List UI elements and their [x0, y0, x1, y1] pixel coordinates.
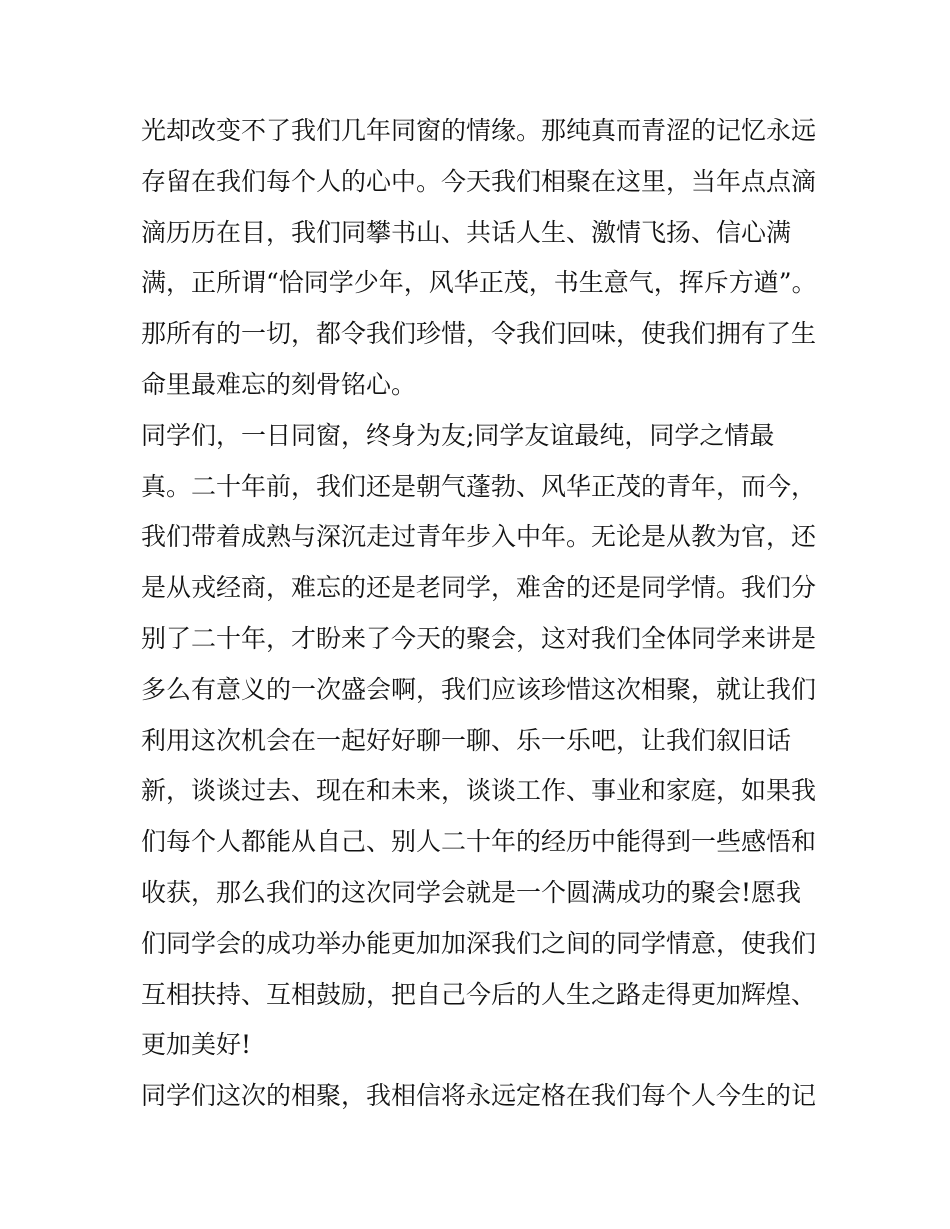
text-line: 们每个人都能从自己、别人二十年的经历中能得到一些感悟和 — [141, 827, 817, 857]
text-line: 别了二十年，才盼来了今天的聚会，这对我们全体同学来讲是 — [141, 623, 817, 653]
text-line: 收获，那么我们的这次同学会就是一个圆满成功的聚会!愿我 — [141, 877, 802, 907]
text-line: 互相扶持、互相鼓励，把自己今后的人生之路走得更加辉煌、 — [141, 979, 817, 1009]
text-line: 滴历历在目，我们同攀书山、共话人生、激情飞扬、信心满 — [141, 217, 792, 247]
text-line: 们同学会的成功举办能更加加深我们之间的同学情意，使我们 — [141, 928, 817, 958]
text-line: 多么有意义的一次盛会啊，我们应该珍惜这次相聚，就让我们 — [141, 674, 817, 704]
text-line: 满，正所谓“恰同学少年，风华正茂，书生意气，挥斥方遒”。 — [141, 268, 817, 298]
text-line: 利用这次机会在一起好好聊一聊、乐一乐吧，让我们叙旧话 — [141, 725, 792, 755]
text-line: 我们带着成熟与深沉走过青年步入中年。无论是从教为官，还 — [141, 522, 817, 552]
text-line: 那所有的一切，都令我们珍惜，令我们回味，使我们拥有了生 — [141, 319, 817, 349]
text-line: 真。二十年前，我们还是朝气蓬勃、风华正茂的青年，而今， — [141, 471, 817, 501]
text-line: 命里最难忘的刻骨铭心。 — [141, 369, 417, 399]
text-line: 更加美好! — [141, 1030, 252, 1060]
text-line: 新，谈谈过去、现在和未来，谈谈工作、事业和家庭，如果我 — [141, 776, 817, 806]
body-text — [141, 106, 821, 1122]
text-line: 存留在我们每个人的心中。今天我们相聚在这里，当年点点滴 — [141, 166, 817, 196]
text-line: 光却改变不了我们几年同窗的情缘。那纯真而青涩的记忆永远 — [141, 116, 817, 145]
text-line: 是从戎经商，难忘的还是老同学，难舍的还是同学情。我们分 — [141, 573, 817, 603]
text-line: 同学们这次的相聚，我相信将永远定格在我们每个人今生的记 — [141, 1081, 817, 1111]
text-line: 同学们，一日同窗，终身为友;同学友谊最纯，同学之情最 — [141, 420, 775, 450]
